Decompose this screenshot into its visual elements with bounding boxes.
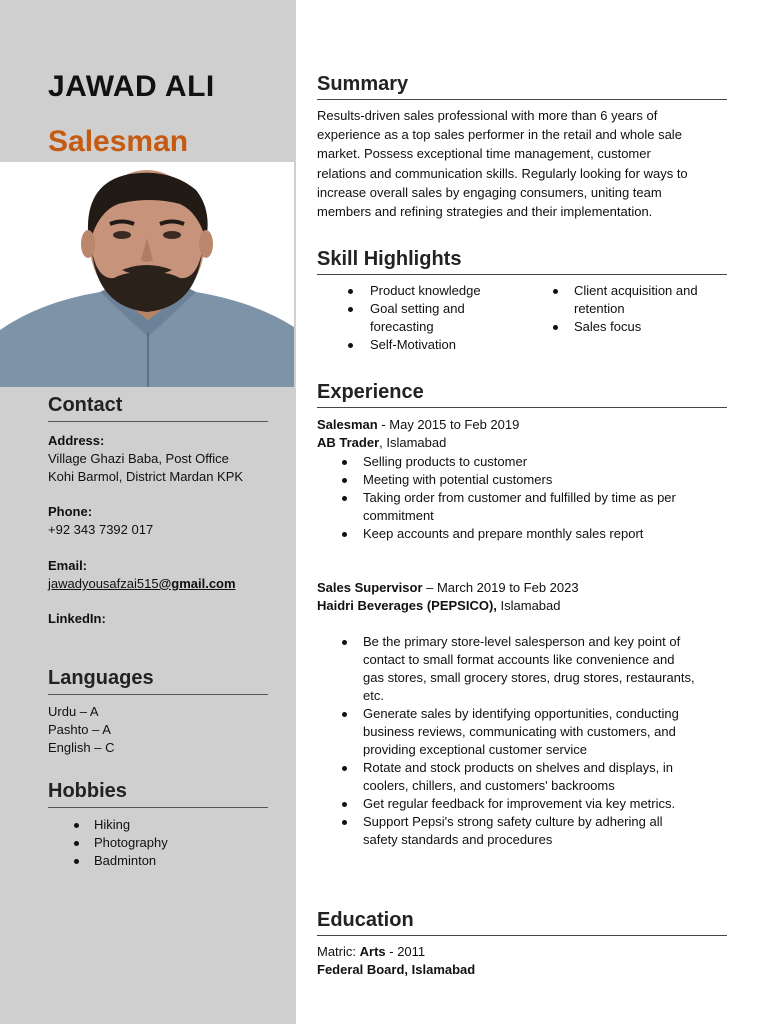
- candidate-name: JAWAD ALI: [48, 70, 215, 103]
- address-line: Village Ghazi Baba, Post Office: [48, 451, 229, 466]
- language-item: English – C: [48, 740, 115, 755]
- summary-line: increase overall sales by engaging consumers, uniting team: [317, 184, 662, 200]
- job-bullet-cont: commitment: [363, 508, 434, 523]
- address-line: Kohi Barmol, District Mardan KPK: [48, 469, 244, 484]
- skill-item: Sales focus: [317, 318, 698, 336]
- language-item: Urdu – A: [48, 704, 99, 719]
- hobby-item: Badminton: [48, 852, 268, 870]
- linkedin-label: LinkedIn:: [48, 611, 106, 626]
- hobby-item: Hiking: [48, 816, 268, 834]
- job-title: Salesman: [317, 417, 378, 432]
- phone-label: Phone:: [48, 504, 93, 519]
- contact-section: [48, 394, 268, 628]
- job-bullet: Taking order from customer and fulfilled by time as per: [317, 489, 727, 507]
- hobbies-heading: Hobbies: [48, 780, 268, 808]
- job-bullet: Keep accounts and prepare monthly sales report: [317, 525, 727, 543]
- job-company: AB Trader: [317, 435, 380, 450]
- job-bullet: Selling products to customer: [317, 453, 727, 471]
- skill-item: Self-Motivation: [317, 336, 481, 354]
- experience-section: [317, 381, 727, 849]
- job-title: Sales Supervisor: [317, 580, 423, 595]
- hobbies-section: [48, 780, 268, 870]
- skill-item: Goal setting and: [317, 300, 481, 318]
- education-entry: Matric: Arts - 2011: [317, 944, 426, 959]
- job-entry: [317, 416, 727, 543]
- summary-line: experience as a top sales performer in the retail and whole sale: [317, 127, 682, 143]
- job-dates: – March 2019 to Feb 2023: [422, 580, 579, 595]
- education-board: Federal Board, Islamabad: [317, 962, 476, 977]
- job-bullet: Meeting with potential customers: [317, 471, 727, 489]
- candidate-role: Salesman: [48, 125, 189, 158]
- skill-item: Client acquisition and: [317, 282, 698, 300]
- summary-section: [317, 73, 727, 221]
- job-dates: - May 2015 to Feb 2019: [377, 417, 520, 432]
- portrait-icon: [0, 162, 294, 387]
- job-bullet: Get regular feedback for improvement via key metrics.: [317, 795, 727, 813]
- education-heading: Education: [317, 909, 727, 936]
- contact-heading: Contact: [48, 394, 268, 422]
- phone-value: +92 343 7392 017: [48, 522, 154, 537]
- skills-section: [317, 248, 727, 358]
- job-bullet: Support Pepsi's strong safety culture by adhering all safety standards and procedures: [317, 813, 727, 849]
- education-section: [317, 909, 727, 979]
- job-bullet: Rotate and stock products on shelves and displays, in coolers, chillers, and customers' backrooms: [317, 759, 727, 795]
- job-entry: [317, 579, 727, 849]
- languages-heading: Languages: [48, 667, 268, 695]
- skill-item-cont: retention: [574, 301, 625, 316]
- skill-item-cont: forecasting: [370, 319, 434, 334]
- experience-heading: Experience: [317, 381, 727, 408]
- summary-heading: Summary: [317, 73, 727, 100]
- email-label: Email:: [48, 558, 88, 573]
- summary-line: relations and communication skills. Regularly looking for ways to: [317, 165, 688, 181]
- job-location: Islamabad: [496, 598, 561, 613]
- summary-line: market. Possess exceptional time management, customer: [317, 146, 651, 162]
- portrait-photo: [0, 162, 294, 387]
- summary-line: Results-driven sales professional with more than 6 years of: [317, 108, 658, 123]
- hobby-item: Photography: [48, 834, 268, 852]
- skill-item: Product knowledge: [317, 282, 481, 300]
- summary-line: members and refining strategies and their implementation.: [317, 204, 653, 220]
- skills-heading: Skill Highlights: [317, 248, 727, 275]
- job-bullet: Be the primary store-level salesperson and key point of contact to small format accounts like convenience and gas stores, small grocery stores, drug stores, restaurants, etc.: [317, 633, 727, 705]
- address-label: Address:: [48, 433, 105, 448]
- job-location: , Islamabad: [379, 435, 447, 450]
- job-bullet: Generate sales by identifying opportunities, conducting business reviews, communicating with customers, and providing exceptional customer service: [317, 705, 727, 759]
- job-company: Haidri Beverages (PEPSICO),: [317, 598, 497, 613]
- language-item: Pashto – A: [48, 722, 111, 737]
- languages-section: [48, 667, 268, 757]
- email-link[interactable]: jawadyousafzai515@gmail.com: [48, 576, 236, 591]
